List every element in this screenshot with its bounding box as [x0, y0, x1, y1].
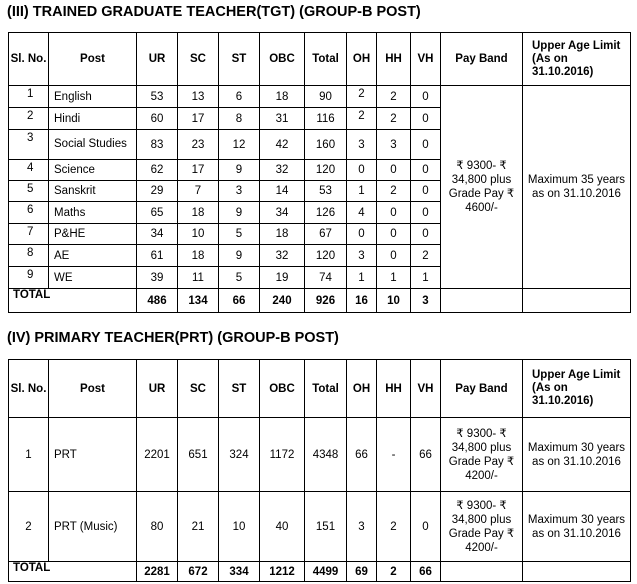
cell-post: Hindi [49, 108, 137, 130]
cell-obc: 14 [260, 181, 305, 202]
total-total: 4499 [305, 562, 347, 582]
cell-oh: 4 [347, 202, 377, 224]
col-header-vh: VH [411, 360, 441, 418]
cell-total: 116 [305, 108, 347, 130]
cell-oh: 1 [347, 267, 377, 289]
cell-post: PRT [49, 418, 137, 492]
cell-sc: 17 [178, 160, 219, 181]
cell-vh: 1 [411, 267, 441, 289]
col-header-hh: HH [377, 360, 411, 418]
cell-vh: 0 [411, 224, 441, 245]
cell-obc: 42 [260, 130, 305, 160]
total-ur: 2281 [137, 562, 178, 582]
cell-sc: 18 [178, 202, 219, 224]
cell-sno: 3 [9, 130, 49, 160]
cell-st: 5 [219, 267, 260, 289]
cell-ur: 34 [137, 224, 178, 245]
cell-post: Sanskrit [49, 181, 137, 202]
cell-ur: 29 [137, 181, 178, 202]
cell-sc: 21 [178, 492, 219, 562]
table-header-row [9, 33, 631, 86]
cell-obc: 40 [260, 492, 305, 562]
cell-hh: 2 [377, 108, 411, 130]
col-header-total: Total [305, 360, 347, 418]
col-header-ur: UR [137, 360, 178, 418]
cell-total: 126 [305, 202, 347, 224]
cell-sno: 4 [9, 160, 49, 181]
cell-vh: 66 [411, 418, 441, 492]
cell-post: WE [49, 267, 137, 289]
cell-sc: 18 [178, 245, 219, 267]
cell-sc: 11 [178, 267, 219, 289]
col-header-post: Post [49, 33, 137, 86]
col-header-obc: OBC [260, 33, 305, 86]
cell-ur: 62 [137, 160, 178, 181]
cell-vh: 0 [411, 492, 441, 562]
cell-st: 9 [219, 160, 260, 181]
table-total-row [9, 562, 631, 582]
total-sc: 672 [178, 562, 219, 582]
cell-oh: 3 [347, 130, 377, 160]
col-header-st: ST [219, 360, 260, 418]
cell-sc: 10 [178, 224, 219, 245]
cell-hh: 3 [377, 130, 411, 160]
table-row [9, 418, 631, 492]
total-hh: 10 [377, 289, 411, 313]
cell-ur: 83 [137, 130, 178, 160]
cell-hh: 0 [377, 160, 411, 181]
col-header-vh: VH [411, 33, 441, 86]
cell-oh: 2 [347, 86, 377, 108]
total-st: 66 [219, 289, 260, 313]
col-header-oh: OH [347, 360, 377, 418]
total-total: 926 [305, 289, 347, 313]
col-header-total: Total [305, 33, 347, 86]
cell-post: P&HE [49, 224, 137, 245]
cell-total: 67 [305, 224, 347, 245]
cell-sno: 6 [9, 202, 49, 224]
col-header-sno: Sl. No. [9, 360, 49, 418]
cell-total: 53 [305, 181, 347, 202]
cell-hh: 1 [377, 267, 411, 289]
cell-oh: 2 [347, 108, 377, 130]
cell-sc: 23 [178, 130, 219, 160]
cell-age-limit: Maximum 35 years as on 31.10.2016 [523, 86, 631, 289]
tgt-section-heading: (III) TRAINED GRADUATE TEACHER(TGT) (GROUP-B POST) [7, 4, 421, 20]
cell-st: 12 [219, 130, 260, 160]
cell-payband: ₹ 9300- ₹ 34,800 plus Grade Pay ₹ 4200/- [441, 492, 523, 562]
cell-sno: 2 [9, 108, 49, 130]
cell-ur: 53 [137, 86, 178, 108]
cell-vh: 2 [411, 245, 441, 267]
cell-sc: 7 [178, 181, 219, 202]
table-row [9, 492, 631, 562]
cell-obc: 18 [260, 86, 305, 108]
cell-post: AE [49, 245, 137, 267]
cell-hh: 2 [377, 492, 411, 562]
cell-obc: 32 [260, 245, 305, 267]
cell-ur: 39 [137, 267, 178, 289]
cell-total: 120 [305, 245, 347, 267]
cell-st: 5 [219, 224, 260, 245]
cell-sno: 7 [9, 224, 49, 245]
cell-st: 324 [219, 418, 260, 492]
cell-payband: ₹ 9300- ₹ 34,800 plus Grade Pay ₹ 4200/- [441, 418, 523, 492]
cell-ur: 80 [137, 492, 178, 562]
cell-post: Science [49, 160, 137, 181]
cell-post: PRT (Music) [49, 492, 137, 562]
cell-oh: 3 [347, 245, 377, 267]
cell-post: Maths [49, 202, 137, 224]
cell-hh: 2 [377, 86, 411, 108]
cell-st: 8 [219, 108, 260, 130]
cell-vh: 0 [411, 160, 441, 181]
cell-st: 3 [219, 181, 260, 202]
cell-vh: 0 [411, 130, 441, 160]
cell-obc: 18 [260, 224, 305, 245]
cell-total: 120 [305, 160, 347, 181]
cell-hh: - [377, 418, 411, 492]
cell-oh: 0 [347, 160, 377, 181]
cell-sc: 651 [178, 418, 219, 492]
total-obc: 1212 [260, 562, 305, 582]
total-ur: 486 [137, 289, 178, 313]
cell-st: 6 [219, 86, 260, 108]
col-header-sno: Sl. No. [9, 33, 49, 86]
cell-ur: 65 [137, 202, 178, 224]
cell-oh: 3 [347, 492, 377, 562]
cell-post: Social Studies [49, 130, 137, 160]
cell-obc: 19 [260, 267, 305, 289]
total-obc: 240 [260, 289, 305, 313]
cell-st: 10 [219, 492, 260, 562]
cell-ur: 61 [137, 245, 178, 267]
col-header-sc: SC [178, 360, 219, 418]
prt-vacancy-table [8, 359, 631, 582]
col-header-age: Upper Age Limit (As on 31.10.2016) [523, 33, 631, 86]
total-payband-empty [441, 562, 523, 582]
cell-st: 9 [219, 202, 260, 224]
tgt-vacancy-table [8, 32, 631, 313]
cell-obc: 32 [260, 160, 305, 181]
cell-hh: 2 [377, 181, 411, 202]
col-header-ur: UR [137, 33, 178, 86]
cell-ur: 2201 [137, 418, 178, 492]
cell-oh: 66 [347, 418, 377, 492]
cell-total: 74 [305, 267, 347, 289]
col-header-oh: OH [347, 33, 377, 86]
col-header-hh: HH [377, 33, 411, 86]
cell-vh: 0 [411, 86, 441, 108]
cell-sno: 5 [9, 181, 49, 202]
cell-vh: 0 [411, 202, 441, 224]
prt-section-heading: (IV) PRIMARY TEACHER(PRT) (GROUP-B POST) [7, 330, 339, 346]
cell-st: 9 [219, 245, 260, 267]
col-header-post: Post [49, 360, 137, 418]
table-total-row [9, 289, 631, 313]
cell-hh: 0 [377, 224, 411, 245]
total-age-empty [523, 289, 631, 313]
cell-age-limit: Maximum 30 years as on 31.10.2016 [523, 418, 631, 492]
cell-oh: 0 [347, 224, 377, 245]
cell-sno: 8 [9, 245, 49, 267]
cell-post: English [49, 86, 137, 108]
total-oh: 16 [347, 289, 377, 313]
total-vh: 3 [411, 289, 441, 313]
col-header-age: Upper Age Limit (As on 31.10.2016) [523, 360, 631, 418]
table-header-row [9, 360, 631, 418]
cell-hh: 0 [377, 245, 411, 267]
cell-hh: 0 [377, 202, 411, 224]
cell-payband: ₹ 9300- ₹ 34,800 plus Grade Pay ₹ 4600/- [441, 86, 523, 289]
cell-sno: 1 [9, 418, 49, 492]
total-payband-empty [441, 289, 523, 313]
cell-oh: 1 [347, 181, 377, 202]
cell-total: 151 [305, 492, 347, 562]
total-st: 334 [219, 562, 260, 582]
cell-total: 4348 [305, 418, 347, 492]
col-header-st: ST [219, 33, 260, 86]
cell-sc: 17 [178, 108, 219, 130]
cell-total: 160 [305, 130, 347, 160]
total-label: TOTAL [9, 289, 137, 313]
cell-obc: 31 [260, 108, 305, 130]
total-hh: 2 [377, 562, 411, 582]
col-header-sc: SC [178, 33, 219, 86]
total-oh: 69 [347, 562, 377, 582]
total-sc: 134 [178, 289, 219, 313]
cell-total: 90 [305, 86, 347, 108]
cell-sno: 2 [9, 492, 49, 562]
cell-vh: 0 [411, 181, 441, 202]
cell-obc: 1172 [260, 418, 305, 492]
table-row [9, 86, 631, 108]
cell-age-limit: Maximum 30 years as on 31.10.2016 [523, 492, 631, 562]
cell-obc: 34 [260, 202, 305, 224]
cell-vh: 0 [411, 108, 441, 130]
total-vh: 66 [411, 562, 441, 582]
cell-sno: 9 [9, 267, 49, 289]
cell-ur: 60 [137, 108, 178, 130]
col-header-obc: OBC [260, 360, 305, 418]
col-header-payband: Pay Band [441, 360, 523, 418]
total-age-empty [523, 562, 631, 582]
col-header-payband: Pay Band [441, 33, 523, 86]
total-label: TOTAL [9, 562, 137, 582]
cell-sno: 1 [9, 86, 49, 108]
cell-sc: 13 [178, 86, 219, 108]
